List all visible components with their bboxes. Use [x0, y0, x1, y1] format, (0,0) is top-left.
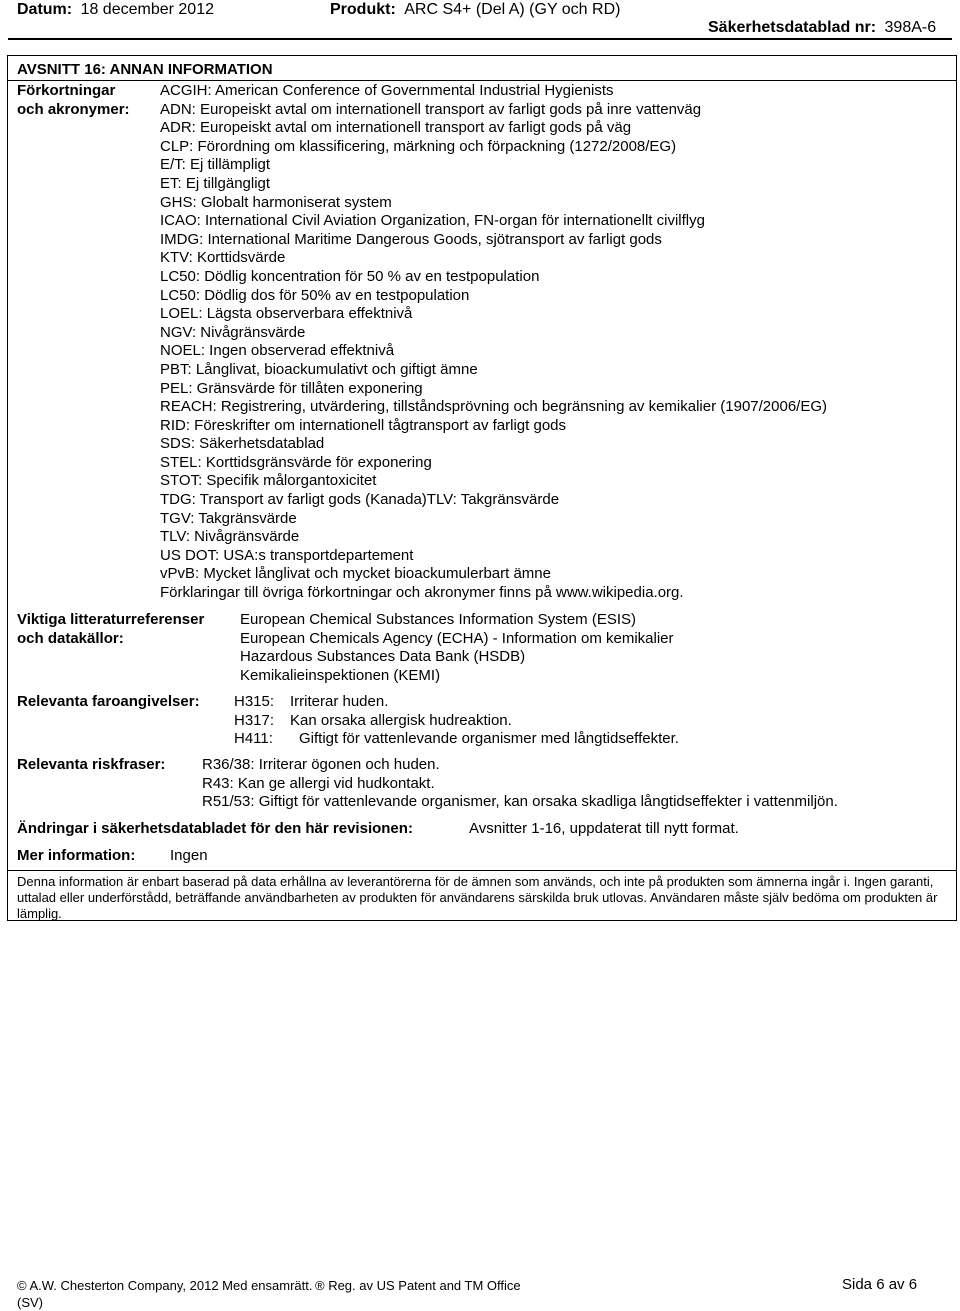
abbreviation-item: NGV: Nivågränsvärde	[160, 323, 306, 341]
more-info-label: Mer information:	[17, 847, 136, 864]
abbreviation-item: ICAO: International Civil Aviation Organization, FN-organ för internationellt civilflyg	[160, 212, 705, 230]
section-title: AVSNITT 16: ANNAN INFORMATION	[17, 61, 273, 78]
abbreviations-list	[160, 82, 827, 603]
abbreviation-item: LC50: Dödlig dos för 50% av en testpopulation	[160, 286, 470, 304]
references-label	[17, 611, 204, 648]
abbreviation-item: LOEL: Lägsta observerbara effektnivå	[160, 305, 413, 323]
hazard-code: H317:	[234, 711, 275, 729]
hazard-text: Irriterar huden.	[290, 693, 389, 710]
abbreviation-item: KTV: Korttidsvärde	[160, 249, 286, 267]
abbreviation-item: CLP: Förordning om klassificering, märkning och förpackning (1272/2008/EG)	[160, 137, 677, 155]
footer-copyright: © A.W. Chesterton Company, 2012 Med ensamrätt.	[17, 1278, 313, 1293]
header-rule	[8, 38, 952, 40]
abbreviation-item: PBT: Långlivat, bioackumulativt och giftigt ämne	[160, 360, 478, 378]
risk-phrase-item: R36/38: Irriterar ögonen och huden.	[202, 756, 440, 773]
abbreviation-item: vPvB: Mycket långlivat och mycket bioackumulerbart ämne	[160, 565, 551, 583]
abbreviation-item: STOT: Specifik målorgantoxicitet	[160, 472, 377, 490]
hazard-code: H411:	[234, 730, 273, 748]
abbreviation-item: E/T: Ej tillämpligt	[160, 156, 271, 174]
hazard-text: Giftigt för vattenlevande organismer med långtidseffekter.	[299, 730, 679, 748]
date-label: Datum:	[17, 1, 73, 18]
more-info-value: Ingen	[170, 847, 208, 864]
header-date	[17, 0, 214, 20]
abbreviation-item: GHS: Globalt harmoniserat system	[160, 193, 392, 211]
date-value: 18 december 2012	[80, 1, 214, 18]
abbreviation-item: SDS: Säkerhetsdatablad	[160, 435, 325, 453]
abbreviation-item: TDG: Transport av farligt gods (Kanada)TLV: Takgränsvärde	[160, 491, 560, 509]
risk-phrases-label: Relevanta riskfraser:	[17, 756, 166, 773]
abbreviation-item: TLV: Nivågränsvärde	[160, 528, 300, 546]
footer-registration: ® Reg. av US Patent and TM Office	[315, 1278, 521, 1293]
reference-item: Hazardous Substances Data Bank (HSDB)	[240, 648, 526, 666]
footer-language: (SV)	[17, 1295, 43, 1310]
abbreviation-item: TGV: Takgränsvärde	[160, 509, 297, 527]
disclaimer-text: Denna information är enbart baserad på data erhållna av leverantörerna för de ämnen som används, och inte på produkten som ämnerna ingår i. Ingen garanti, uttalad eller underförstådd, beträffande användbarheten av produkten för användarens särskilda bruk utlovas. Användaren måste själv bedöma om produkten är lämplig.	[17, 874, 938, 921]
abbreviation-item: RID: Föreskrifter om internationell tågtransport av farligt gods	[160, 416, 567, 434]
abbreviation-item: PEL: Gränsvärde för tillåten exponering	[160, 379, 423, 397]
changes-value: Avsnitter 1-16, uppdaterat till nytt format.	[469, 820, 739, 837]
hazard-statement-item	[234, 693, 679, 712]
abbreviation-item: NOEL: Ingen observerad effektnivå	[160, 342, 395, 360]
risk-phrases-list	[202, 756, 838, 812]
reference-item: European Chemicals Agency (ECHA) - Information om kemikalier	[240, 629, 674, 647]
hazard-statement-item	[234, 712, 679, 731]
references-label-line-2: och datakällor:	[17, 629, 124, 647]
section-title-rule	[8, 80, 956, 81]
product-value: ARC S4+ (Del A) (GY och RD)	[404, 1, 621, 18]
risk-phrase-item: R43: Kan ge allergi vid hudkontakt.	[202, 774, 435, 792]
abbreviation-item: STEL: Korttidsgränsvärde för exponering	[160, 453, 432, 471]
hazard-code: H315:	[234, 693, 275, 710]
hazard-statements-list	[234, 693, 679, 749]
product-label: Produkt:	[330, 1, 396, 18]
abbreviation-item: LC50: Dödlig koncentration för 50 % av en testpopulation	[160, 267, 540, 285]
abbreviation-item: REACH: Registrering, utvärdering, tillståndsprövning och begränsning av kemikalier (1907/2006/EG)	[160, 398, 828, 416]
risk-phrase-item: R51/53: Giftigt för vattenlevande organismer, kan orsaka skadliga långtidseffekter i vattenmiljön.	[202, 793, 838, 811]
header-sds-number	[708, 18, 936, 38]
abbreviation-item: IMDG: International Maritime Dangerous Goods, sjötransport av farligt gods	[160, 230, 662, 248]
abbreviations-label-line-2: och akronymer:	[17, 100, 130, 118]
abbreviation-item: ADR: Europeiskt avtal om internationell transport av farligt gods på väg	[160, 119, 632, 137]
abbreviation-item: US DOT: USA:s transportdepartement	[160, 546, 414, 564]
abbreviation-item: ACGIH: American Conference of Governmental Industrial Hygienists	[160, 82, 614, 99]
reference-item: European Chemical Substances Information System (ESIS)	[240, 611, 637, 628]
reference-item: Kemikalieinspektionen (KEMI)	[240, 666, 441, 684]
abbreviations-label	[17, 82, 130, 119]
abbreviation-item: Förklaringar till övriga förkortningar och akronymer finns på www.wikipedia.org.	[160, 584, 684, 602]
abbreviation-item: ET: Ej tillgängligt	[160, 174, 271, 192]
disclaimer-rule	[8, 870, 956, 871]
header-product	[330, 0, 620, 20]
hazard-statements-label: Relevanta faroangivelser:	[17, 693, 200, 710]
abbreviation-item: ADN: Europeiskt avtal om internationell transport av farligt gods på inre vattenväg	[160, 100, 702, 118]
references-label-line-1: Viktiga litteraturreferenser	[17, 611, 205, 628]
hazard-text: Kan orsaka allergisk hudreaktion.	[290, 711, 512, 729]
abbreviations-label-line-1: Förkortningar	[17, 82, 116, 99]
sds-label: Säkerhetsdatablad nr:	[708, 19, 877, 36]
references-list	[240, 611, 674, 685]
footer-page-number: Sida 6 av 6	[842, 1276, 918, 1293]
sds-value: 398A-6	[884, 19, 937, 36]
hazard-statement-item	[234, 730, 679, 749]
changes-label: Ändringar i säkerhetsdatabladet för den här revisionen:	[17, 820, 413, 837]
